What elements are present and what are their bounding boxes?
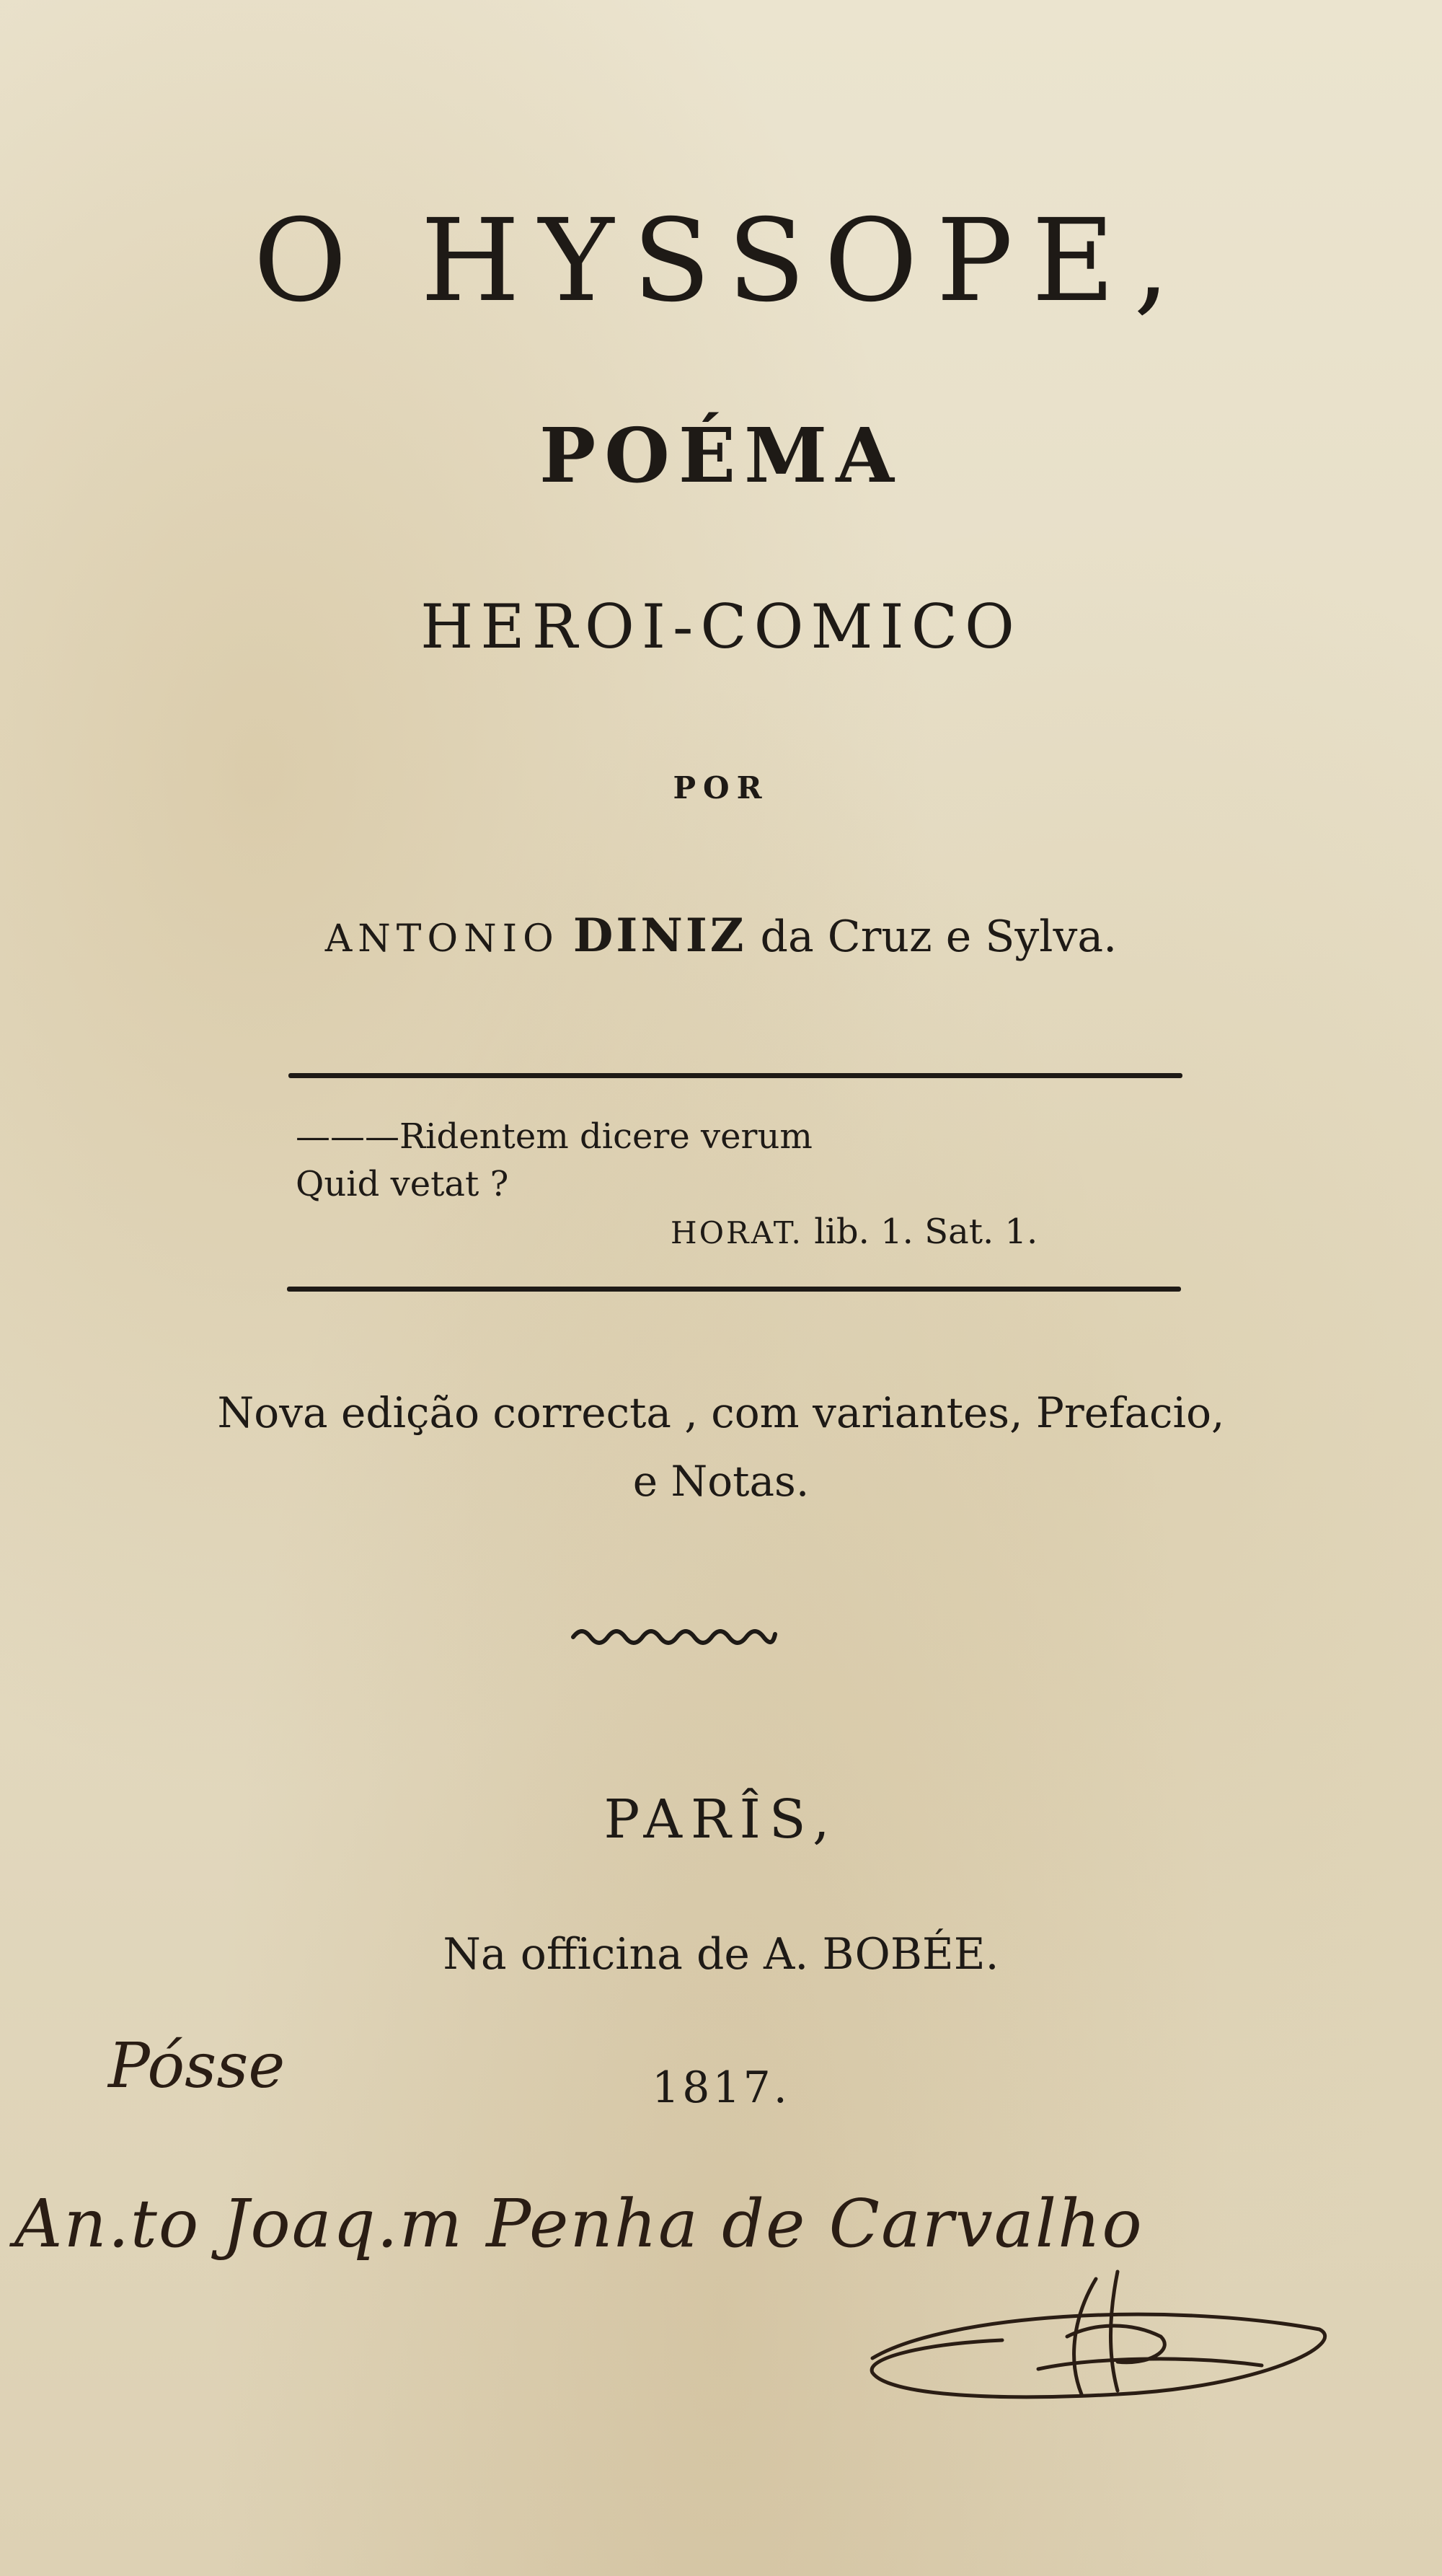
imprint-printer: Na officina de A. BOBÉE. bbox=[443, 1929, 999, 1980]
epigraph-source-author: HORAT. bbox=[671, 1215, 803, 1250]
imprint-year: 1817. bbox=[652, 2063, 790, 2113]
epigraph-source bbox=[671, 1212, 1038, 1252]
edition-line-2: e Notas. bbox=[632, 1457, 810, 1506]
edition-line-1: Nova edição correcta , com variantes, Prefacio, bbox=[217, 1388, 1225, 1437]
signature-flourish-icon bbox=[858, 2250, 1348, 2416]
handwritten-owner-name: An.to Joaq.m Penha de Carvalho bbox=[14, 2185, 1144, 2262]
by-line: POR bbox=[673, 770, 769, 806]
top-rule bbox=[288, 1073, 1182, 1078]
bottom-rule bbox=[287, 1287, 1181, 1292]
book-genre: HEROI-COMICO bbox=[420, 591, 1022, 662]
epigraph-source-ref: lib. 1. Sat. 1. bbox=[814, 1212, 1038, 1252]
wave-ornament-icon bbox=[570, 1623, 779, 1647]
author-rest: da Cruz e Sylva. bbox=[760, 912, 1118, 962]
epigraph-line-1: ———Ridentem dicere verum bbox=[296, 1116, 813, 1157]
book-subtitle: POÉMA bbox=[539, 411, 903, 500]
imprint-place: PARÎS, bbox=[603, 1788, 839, 1851]
author-line bbox=[0, 909, 1442, 963]
handwritten-posse: Pósse bbox=[108, 2030, 286, 2102]
author-surname: DINIZ bbox=[572, 909, 747, 963]
epigraph-line-2: Quid vetat ? bbox=[296, 1164, 509, 1204]
book-title: O HYSSOPE, bbox=[253, 195, 1189, 327]
author-first-name: ANTONIO bbox=[324, 917, 559, 961]
